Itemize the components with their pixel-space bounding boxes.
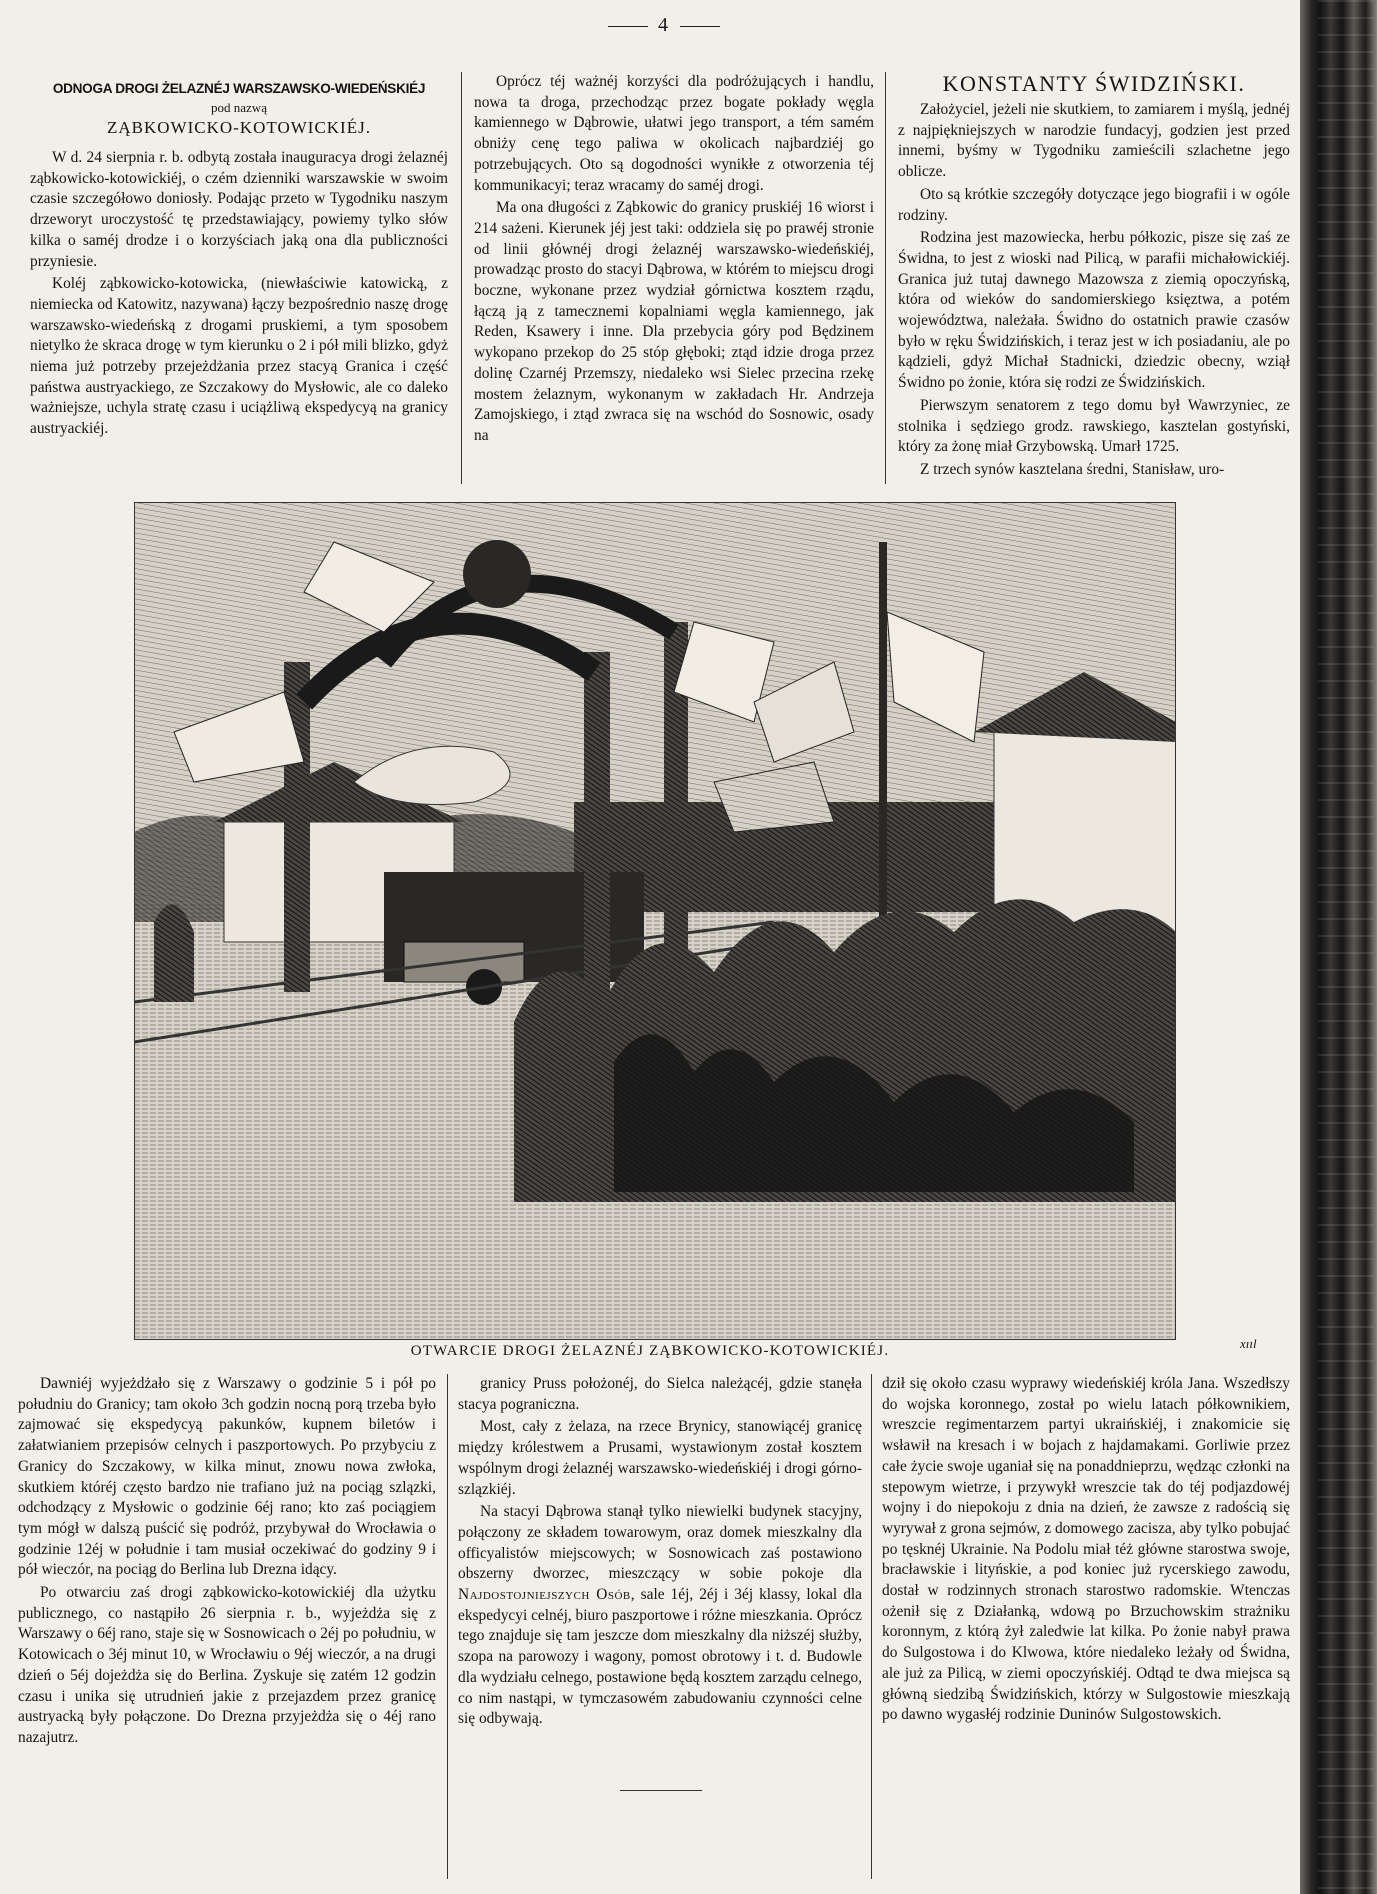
paragraph: Dawniéj wyjeżdżało się z Warszawy o godzinie 5 i pół po południu do Granicy; tam około 3ch godzin nocną porą trzeba było zajmować się ekspedycyą pakunków, kupnem biletów i załatwianiem przepisów celnych i paszportowych. Po przybyciu z Granicy do Szczakowy, w kilka minut, znowu nowa zwłoka, skutkiem któréj często bardzo nie trafiano już na pociąg szlązki, odchodzący z Mysłowic o godzinie 6éj rano; kto zaś pociągiem tym mógł w dalszą puścić się podróż, przybywał do Wrocławia o godzinie 12éj w południe i tam musiał oczekiwać do godziny 9 i pół wieczór, na pociąg do Berlina lub Drezna idący. [18, 1375, 436, 1579]
article-title: ZĄBKOWICKO-KOTOWICKIÉJ. [107, 118, 371, 137]
paragraph: Koléj ząbkowicko-kotowicka, (niewłaściwie katowicką, z niemiecka od Katowitz, nazywana) łączy bezpośrednio naszę drogę warszawsko-wiedeńską z drogami pruskiemi, a tym sposobem nietylko że skraca drogę w tym kierunku o 2 i pół mili blizko, gdyż niema już potrzeby przejeżdżania przez stacyą Granica i część państwa austryackiego, ze Szczakowy do Mysłowic, ale co daleko ważniejsze, uchyla stratę czasu i uciążliwą ekspedycyą na granicy austryackiéj. [30, 275, 448, 438]
smallcaps-phrase: Najdostojniejszych Osób [458, 1586, 631, 1604]
paragraph: Oto są krótkie szczegóły dotyczące jego biografii i w ogóle rodziny. [898, 185, 1290, 224]
paragraph: Rodzina jest mazowiecka, herbu półkozic, pisze się zaś ze Świdna, to jest z wioski nad Pilicą, w parafii michałowickiéj. Granica już tutaj dawnego Mazowsza z ziemią opoczyńską, która od wieków do sandomierskiego księztwa, a potém województwa, należała. Świdno do ostatnich prawie czasów było w ręku Świdzińskich, i teraz jest w ich posiadaniu, ale po kądzieli, gdyż Michał Stadnicki, dziedzic obecny, wziął Świdno po żonie, która się rodzi ze Świdzińskich. [898, 229, 1290, 392]
article-subheading: pod nazwą [211, 100, 267, 115]
column-3 [898, 72, 1290, 481]
side-mark: xııl [1240, 1336, 1257, 1351]
column-1 [30, 80, 448, 440]
paragraph: Założyciel, jeżeli nie skutkiem, to zamiarem i myślą, jednéj z najpiękniejszych w narodzie fundacyj, godzien jest przed innemi, byśmy w Tygodniku zamieścili szlachetne jego oblicze. [898, 101, 1290, 181]
paragraph: Po otwarciu zaś drogi ząbkowicko-kotowickiéj dla użytku publicznego, co nastąpiło 26 sierpnia r. b., wyjeżdża się z Warszawy o 6éj rano, staje się w Sosnowicach o 2éj po południu, w Kotowicach o 3éj minut 10, w Wrocławiu o 9éj wieczór, a na drugi dzień o 5éj dojeżdża się do Berlina. Zyskuje się zatém 12 godzin czasu i unika się utrudnień jakie z przejazdem przez granicę austryacką były połączone. Do Drezna przyjeżdża się o 4éj rano nazajutrz. [18, 1584, 436, 1746]
article-heading: ODNOGA DROGI ŻELAZNÉJ WARSZAWSKO-WIEDEŃSKIÉJ [52, 81, 426, 96]
column-rule [461, 72, 462, 484]
column-rule [871, 1374, 872, 1879]
adjacent-page-edge [1318, 0, 1374, 1894]
paragraph-text: Na stacyi Dąbrowa stanął tylko niewielki budynek stacyjny, połączony ze składem towarowym, oraz domek mieszkalny dla officyalistów miejscowych; w Sosnowicach zaś postawiono obszerny dworzec, mieszczący w sobie pokoje dla [458, 1503, 862, 1583]
paragraph: Oprócz téj ważnéj korzyści dla podróżujących i handlu, nowa ta droga, przechodząc przez bogate pokłady węgla kamiennego w Dąbrowie, ułatwi jego transport, a tém samém obniży cenę tego paliwa w okolicach najbardziéj go potrzebujących. Oto są dogodności wynikłe z otworzenia téj kommunikacyi; teraz wracamy do saméj drogi. [474, 73, 874, 194]
engraving-railway-opening [134, 502, 1176, 1340]
column-5 [458, 1374, 862, 1730]
paragraph: granicy Pruss położonéj, do Sielca należącéj, gdzie stanęła stacya pograniczna. [458, 1375, 862, 1413]
paragraph: Z trzech synów kasztelana średni, Stanisław, uro- [920, 460, 1225, 478]
paragraph: Most, cały z żelaza, na rzece Brynicy, stanowiącéj granicę między królestwem a Prusami, wystawionym został kosztem wspólnym drogi żelaznéj warszawsko-wiedeńskiéj i drogi górno-szlązkiéj. [458, 1418, 862, 1498]
column-6 [882, 1374, 1290, 1726]
paragraph: Ma ona długości z Ząbkowic do granicy pruskiéj 16 wiorst i 214 sażeni. Kierunek jéj jest taki: oddziela się po prawéj stronie od linii głównéj drogi żelaznéj warszawsko-wiedeńskiéj, prowadząc prosto do stacyi Dąbrowa, w którém to miejscu drogi boczne, wykonane przez wydział górnictwa kosztem rządu, łączą ją z tamecznemi kopalniami węgla kamiennego, jak Reden, Ksawery i inne. Dla przebycia góry pod Będzinem wykopano przekop do 25 stóp głęboki; ztąd idzie droga przez dolinę Czarnéj Przemszy, niedaleko wsi Sielec przecina rzekę mostem żelaznym, wykonanym w zakładach Hr. Andrzeja Zamojskiego, i ztąd zwraca się na wschód do Sosnowic, osady na [474, 199, 874, 444]
page-number: 4 [594, 14, 734, 37]
column-rule [885, 72, 886, 484]
column-2 [474, 72, 874, 447]
paragraph: dził się około czasu wyprawy wiedeńskiéj króla Jana. Wszedłszy do wojska koronnego, został po wielu latach półkownikiem, wreszcie regimentarzem partyi ukraińskiéj, i znakomicie się wsławił na kresach i w bojach z hajdamakami. Gorliwie przez całe życie swoje uganiał się na ponaddnieprzu, wędząc członki na stepowym wietrze, i przywykł wreszcie tak do téj podjazdowéj wojny i do niepokoju z dnia na dzień, że zawsze z radością się wyrywał z grona sejmów, z domowego zacisza, aby tylko pobujać po tęsknéj Ukrainie. Na Podolu miał téż główne starostwa swoje, bracławskie i lityńskie, a pod koniec już rycerskiego zawodu, dostał w rodzinnych stronach starostwo radomskie. Wtenczas ożenił się z Działanką, wdową po Brzuchowskim strażniku koronnym, z którą żył zaledwie lat kilka. Po żonie nabył prawa do Sulgostowa i do Klwowa, które niedaleko leżały od Świdna, ale już za Pilicą, w ziemi opoczyńskiéj. Odtąd te dwa miejsca są główną siedzibą Świdzińskich, którzy w Sulgostowie mieszkają po dawno wygasłéj rodzinie Duninów Sulgostowskich. [882, 1375, 1290, 1724]
paragraph [458, 1502, 862, 1730]
engraving-illustration [134, 502, 1176, 1340]
figure-caption: OTWARCIE DROGI ŻELAZNÉJ ZĄBKOWICKO-KOTOWICKIÉJ. [410, 1343, 890, 1359]
author-heading: KONSTANTY ŚWIDZIŃSKI. [942, 71, 1246, 96]
paragraph: W d. 24 sierpnia r. b. odbytą została inauguracya drogi żelaznéj ząbkowicko-kotowickiéj, o czém dzienniki warszawskie w swoim czasie szczegółowo doniosły. Podając przeto w Tygodniku naszym drzeworyt uroczystość tę przedstawiający, powiemy tylko słów kilka o saméj drodze i o korzyściach jaką ona dla publiczności przyniesie. [30, 149, 448, 270]
column-4 [18, 1374, 436, 1749]
section-separator [620, 1790, 702, 1791]
paragraph: Pierwszym senatorem z tego domu był Wawrzyniec, ze stolnika i sędziego grodz. rawskiego, kasztelan gostyński, który za żonę miał Grzybowską. Umarł 1725. [898, 396, 1290, 456]
column-rule [447, 1374, 448, 1879]
paragraph-text: , sale 1éj, 2éj i 3éj klassy, lokal dla ekspedycyi celnéj, biuro paszportowe i różne mieszkania. Oprócz tego znajduje się tam jeszcze dom mieszkalny dla niższéj służby, szopa na parowozy i wagony, pomost obrotowy i t. d. Budowle dla wydziału celnego, postawione będą kosztem zarządu celnego, co nim nastąpi, w tymczasowém zabudowaniu czynności celne się odbywają. [458, 1586, 862, 1728]
